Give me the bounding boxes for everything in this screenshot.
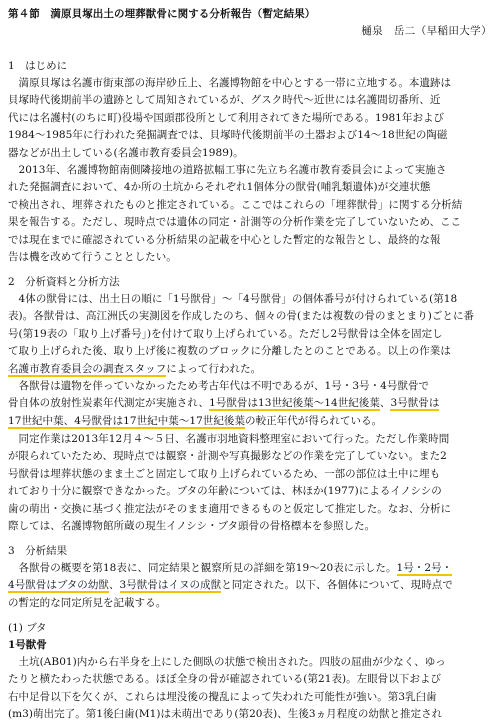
highlighted-text: 名護市教育委員会の調査スタッフ xyxy=(8,362,167,375)
text-line: 各獣骨は遺物を伴っていなかったため考古年代は不明であるが、1号・3号・4号獣骨で xyxy=(8,380,430,392)
text-line: 号(第19表の「取り上げ番号」)を付けて取り上げられている。ただし2号獣骨は全体を固定し xyxy=(8,327,443,340)
section-2-paragraph-1 xyxy=(8,291,494,378)
section-3-paragraph xyxy=(8,560,494,612)
text-line: 右中足骨以下を欠くが、これらは埋没後の攪乱によって失われた可能性が強い。第3乳臼歯 xyxy=(8,690,437,703)
text-line: 貝塚時代後期前半の遺跡として周知されているが、グスク時代～近世には名護間切番所、近 xyxy=(8,94,441,107)
text-line xyxy=(8,361,494,378)
text-line: 4体の獣骨には、出土日の順に「1号獣骨」～「4号獣骨」の個体番号が付けられている(第18 xyxy=(8,293,458,305)
text-span: によって行われた。 xyxy=(166,362,262,375)
text-line: 表)。各獣骨は、高江洲氏の実測図を作成したのち、個々の骨(または複数の骨のまとまり)ごとに番 xyxy=(8,310,475,323)
text-line: 土坑(AB01)内から右半身を上にした側臥の状態で検出された。四肢の屈曲が少なく、ゆっ xyxy=(8,656,446,668)
header xyxy=(8,6,492,37)
section-2-paragraph-2 xyxy=(8,378,494,430)
text-span: 、 xyxy=(379,397,391,410)
text-line: では現在までに確認されている分析結果の記載を中心とした暫定的な報告とし、最終的な報 xyxy=(8,233,441,246)
text-line: 告は機を改めて行うこととしたい。 xyxy=(8,250,177,263)
text-line: が限られていたため、現時点では観察・計測や写真撮影などの作業を完了していない。また2 xyxy=(8,450,447,463)
text-line: 同定作業は2013年12月４～５日、名護市羽地資料整理室において行った。ただし作業時間 xyxy=(8,433,450,445)
text-span: 骨自体の放射性炭素年代測定が実施され、 xyxy=(8,397,210,410)
text-line: れており十分に観察できなかった。ブタの年齢については、林ほか(1977)によるイノシシの xyxy=(8,485,442,498)
text-line: で検出され、埋葬されたものと推定されている。ここではこれらの「埋葬獣骨」に関する分析結 xyxy=(8,198,463,211)
text-line xyxy=(8,560,494,577)
text-line: 歯の萌出・交換に基づく推定法がそのまま適用できるものと仮定して推定した。なお、分析に xyxy=(8,502,452,515)
highlighted-text: 3号獣骨は xyxy=(390,397,440,410)
text-line: たりと横たわった状態である。ほぼ全身の骨が確認されている(第21表)。左眼骨以下および xyxy=(8,673,442,686)
specimen-1-paragraph xyxy=(8,654,494,724)
text-line: て取り上げられた後、取り上げ後に複数のブロックに分離したとのことである。以上の作業は xyxy=(8,345,451,358)
section-1-paragraph-1 xyxy=(8,75,494,162)
text-span: 、 xyxy=(108,579,120,592)
highlighted-text: 3号獣骨はイヌの成獣 xyxy=(119,579,222,592)
report-title: 第４節 満原貝塚出土の埋葬獣骨に関する分析報告（暫定結果） xyxy=(8,8,316,20)
section-1-heading: 1 はじめに xyxy=(8,60,68,72)
section-3-heading: 3 分析結果 xyxy=(8,545,68,557)
highlighted-text: 4号獣骨はブタの幼獣 xyxy=(8,579,109,592)
text-line xyxy=(8,413,494,430)
text-line: 満原貝塚は名護市街東部の海岸砂丘上、名護博物館を中心とする一帯に立地する。本遺跡は xyxy=(8,77,452,89)
text-line xyxy=(8,577,494,594)
text-span: の較正年代が得られている。 xyxy=(245,414,383,427)
text-line xyxy=(8,395,494,412)
text-line: 際しては、名護博物館所蔵の現生イノシシ・ブタ頭骨の骨格標本を参照した。 xyxy=(8,519,376,532)
report-author: 樋泉 岳二（早稲田大学） xyxy=(361,25,492,37)
text-line: 器などが出土している(名護市教育委員会1989)。 xyxy=(8,146,244,159)
text-line: (m3)萌出完了。第1後臼歯(M1)は未萌出であり(第20表)、生後3ヵ月程度の幼獣と推定され xyxy=(8,708,443,721)
text-line: 号獣骨は埋葬状態のまま土ごと固定して取り上げられているため、一部の部位は土中に埋も xyxy=(8,467,441,480)
text-span: と同定された。以下、各個体について、現時点で xyxy=(221,579,453,592)
text-line: 代には名護村(のちに町)役場や国頭郡役所として利用されてきた場所である。1981年および xyxy=(8,111,445,124)
text-line: の暫定的な同定所見を記載する。 xyxy=(8,596,167,609)
text-line: 2013年、名護博物館南側隣接地の道路拡幅工事に先立ち名護市教育委員会によって実施さ xyxy=(8,164,447,176)
highlighted-text: 1号獣骨は13世紀後葉～14世紀後葉 xyxy=(209,397,380,410)
highlighted-text: 1号・2号・ xyxy=(396,562,453,574)
highlighted-text: 17世紀中葉、4号獣骨は17世紀中葉～17世紀後葉 xyxy=(8,414,246,427)
specimen-1-heading: 1号獣骨 xyxy=(8,639,47,651)
section-2-paragraph-3 xyxy=(8,431,494,535)
subsection-pig-heading: (1) ブタ xyxy=(8,622,47,634)
text-line: 果を報告する。ただし、現時点では遺体の同定・計測等の分析作業を完了していないため、ここ xyxy=(8,216,462,229)
section-1-paragraph-2 xyxy=(8,162,494,266)
text-line: 1984～1985年に行われた発掘調査では、貝塚時代後期前半の土器および14～18世紀の陶磁 xyxy=(8,129,448,142)
section-2-heading: 2 分析資料と分析方法 xyxy=(8,276,120,288)
text-line: れた発掘調査において、4か所の土坑からそれぞれ1個体分の獣骨(哺乳類遺体)が交連状態 xyxy=(8,181,431,194)
text-span: 各獣骨の概要を第18表に、同定結果と観察所見の詳細を第19～20表に示した。 xyxy=(8,562,397,574)
